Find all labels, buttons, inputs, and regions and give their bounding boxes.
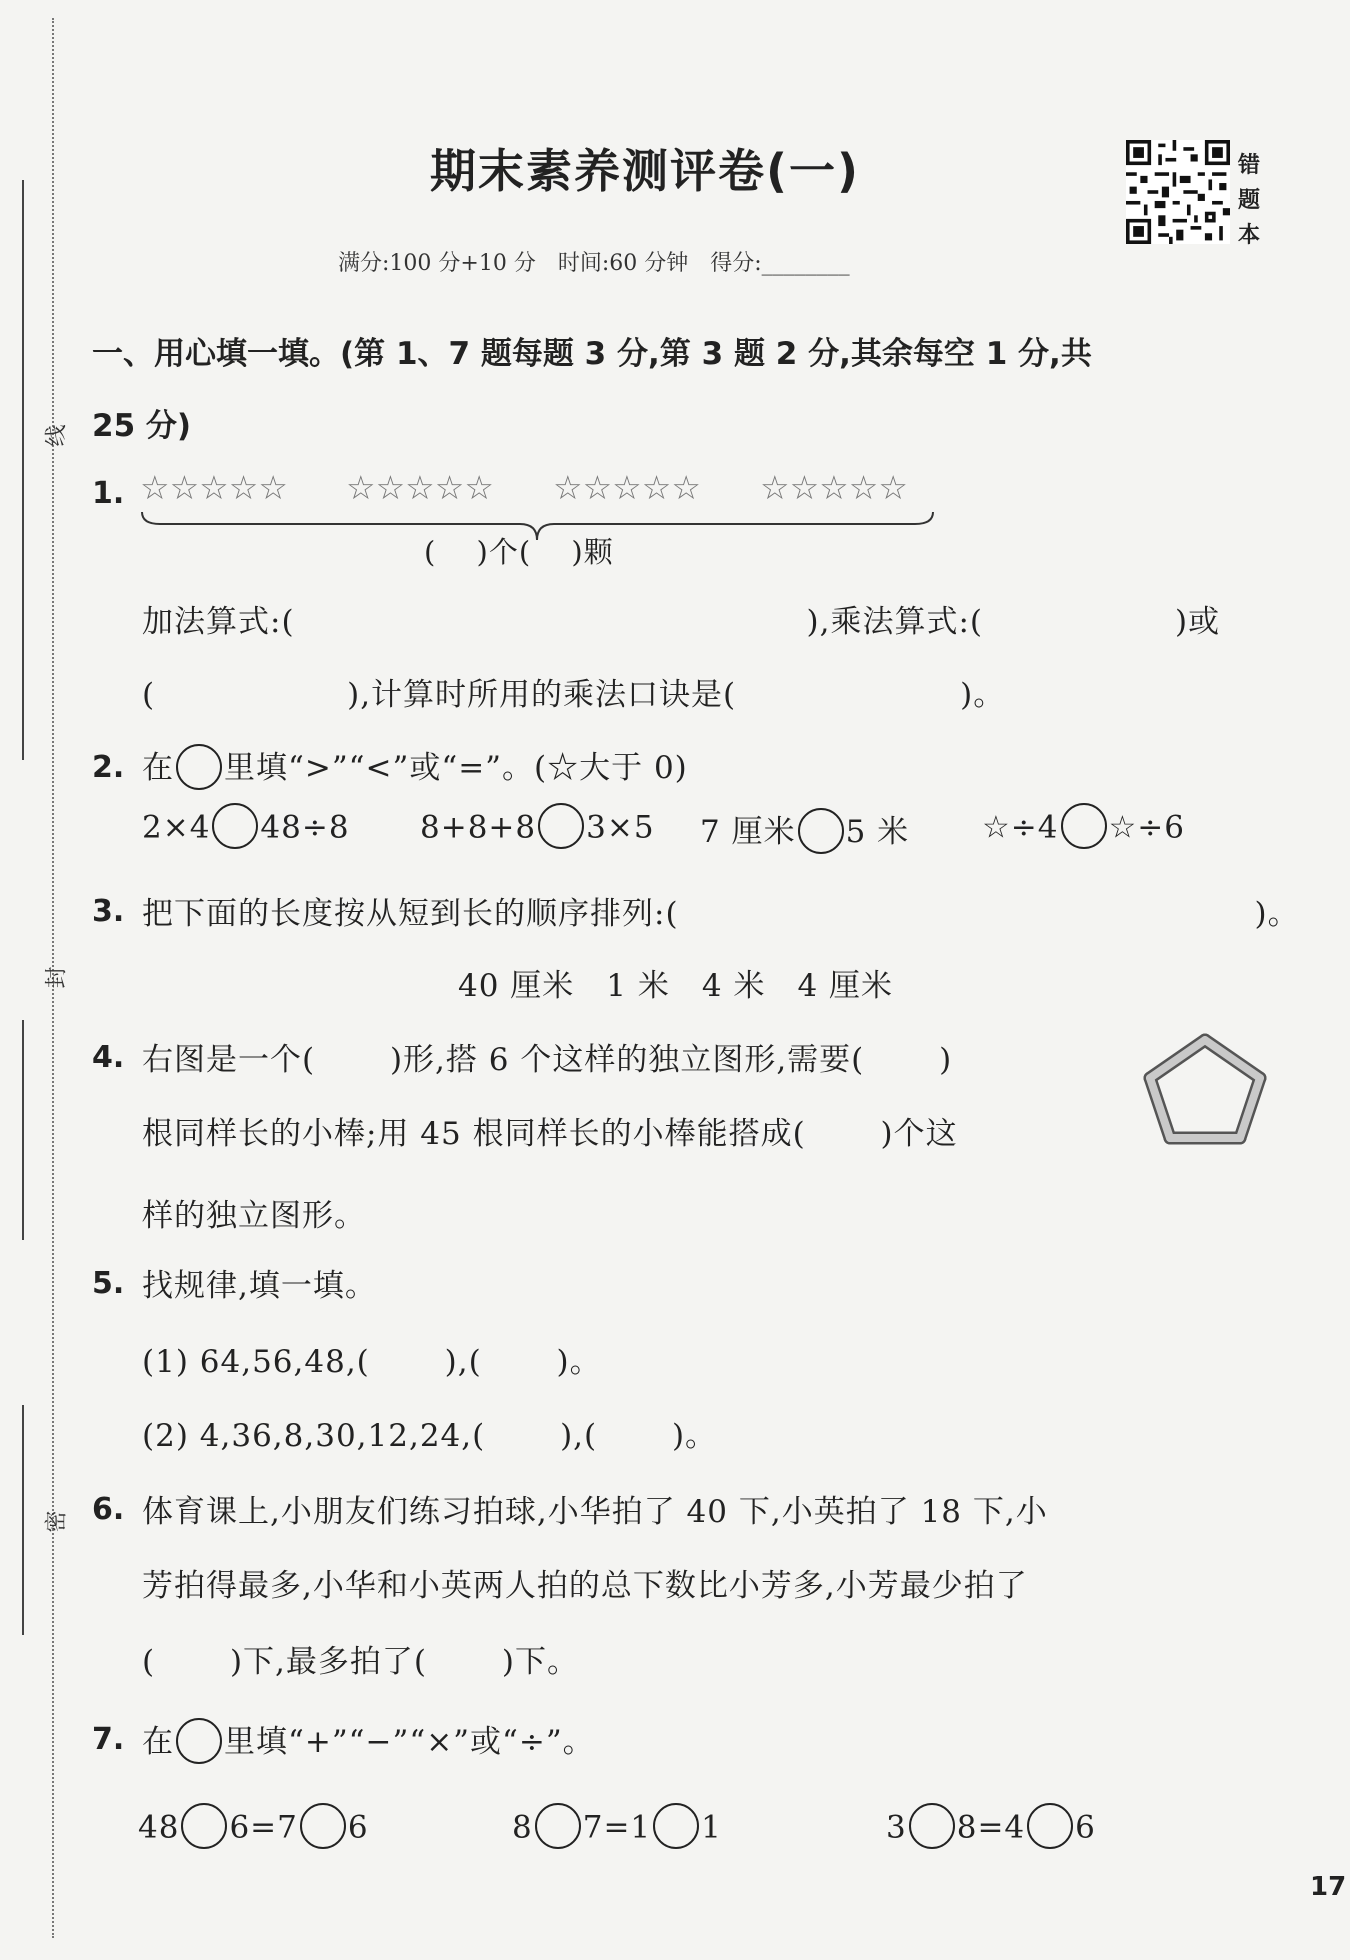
qr-label-char: 错 xyxy=(1238,153,1261,178)
q2-item xyxy=(420,806,655,852)
qr-label-char: 题 xyxy=(1238,188,1261,213)
compare-circle[interactable] xyxy=(1061,803,1107,849)
q3-text: 把下面的长度按从短到长的顺序排列:( )。 xyxy=(142,896,1300,932)
q7-item-a: 48 xyxy=(138,1809,180,1846)
q6-line1: 体育课上,小朋友们练习拍球,小华拍了 40 下,小英拍了 18 下,小 xyxy=(142,1494,1048,1530)
q3-items: 40 厘米 1 米 4 米 4 厘米 xyxy=(458,968,894,1004)
operator-circle[interactable] xyxy=(1027,1803,1073,1849)
operator-circle[interactable] xyxy=(181,1803,227,1849)
qr-label-char: 本 xyxy=(1238,223,1261,248)
question-number: 5. xyxy=(92,1266,125,1301)
q7-item-b: 6=7 xyxy=(229,1809,298,1846)
q2-item-right: 5 米 xyxy=(845,814,910,850)
circle-blank[interactable] xyxy=(176,1718,222,1764)
q2-item xyxy=(142,806,350,852)
q7-item xyxy=(512,1806,722,1852)
operator-circle[interactable] xyxy=(909,1803,955,1849)
q6-line2: 芳拍得最多,小华和小英两人拍的总下数比小芳多,小芳最少拍了 xyxy=(142,1568,1028,1604)
margin-char-mi: 密 xyxy=(44,1510,70,1533)
q4-line2: 根同样长的小棒;用 45 根同样长的小棒能搭成( )个这 xyxy=(142,1116,958,1152)
q5-sub2: (2) 4,36,8,30,12,24,( ),( )。 xyxy=(142,1418,718,1454)
q2-item xyxy=(700,806,909,857)
q5-text: 找规律,填一填。 xyxy=(142,1268,377,1304)
binding-solid-line-top xyxy=(22,180,24,760)
q2-item xyxy=(982,806,1185,852)
qr-label xyxy=(1238,148,1264,253)
q1-line2: ( ),计算时所用的乘法口诀是( )。 xyxy=(142,677,1006,713)
q7-item-a: 3 xyxy=(886,1809,907,1846)
q1-line1: 加法算式:( ),乘法算式:( )或 xyxy=(142,604,1221,640)
q7-item-a: 8 xyxy=(512,1809,533,1846)
page-number: 17 xyxy=(1310,1872,1347,1902)
operator-circle[interactable] xyxy=(300,1803,346,1849)
star-group: ☆☆☆☆☆ xyxy=(553,468,701,507)
q7-instruction xyxy=(142,1716,595,1767)
question-number: 7. xyxy=(92,1722,125,1757)
compare-circle[interactable] xyxy=(798,808,844,854)
q7-item-c: 6 xyxy=(1075,1809,1096,1846)
question-number: 1. xyxy=(92,476,125,511)
q6-line3: ( )下,最多拍了( )下。 xyxy=(142,1644,579,1680)
compare-circle[interactable] xyxy=(538,803,584,849)
operator-circle[interactable] xyxy=(535,1803,581,1849)
operator-circle[interactable] xyxy=(653,1803,699,1849)
q2-item-left: ☆÷4 xyxy=(982,809,1059,846)
q4-line1: 右图是一个( )形,搭 6 个这样的独立图形,需要( ) xyxy=(142,1042,953,1078)
q2-instruction xyxy=(142,742,688,793)
q2-item-left: 8+8+8 xyxy=(420,809,537,846)
compare-circle[interactable] xyxy=(212,803,258,849)
question-number: 4. xyxy=(92,1040,125,1075)
question-number: 6. xyxy=(92,1492,125,1527)
pentagon-sticks-icon xyxy=(1140,1028,1270,1148)
page-title: 期末素养测评卷(一) xyxy=(430,144,861,198)
q7-item-b: 8=4 xyxy=(956,1809,1026,1846)
question-number: 3. xyxy=(92,894,125,929)
q2-item-right: 3×5 xyxy=(586,809,655,846)
q7-item xyxy=(138,1806,369,1852)
q7-item-c: 6 xyxy=(347,1809,369,1846)
section-heading-line1: 一、用心填一填。(第 1、7 题每题 3 分,第 3 题 2 分,其余每空 1 分,共 xyxy=(92,336,1092,372)
q2-item-right: 48÷8 xyxy=(260,809,350,846)
margin-char-xian: 线 xyxy=(44,424,70,447)
q7-item-c: 1 xyxy=(701,1809,722,1846)
star-group: ☆☆☆☆☆ xyxy=(760,468,908,507)
star-group: ☆☆☆☆☆ xyxy=(140,468,288,507)
margin-char-feng: 封 xyxy=(44,966,70,989)
q4-line3: 样的独立图形。 xyxy=(142,1198,366,1234)
qr-code-icon[interactable] xyxy=(1126,140,1230,244)
question-number: 2. xyxy=(92,750,125,785)
q7-intro-b: 里填“+”“−”“×”或“÷”。 xyxy=(224,1724,595,1760)
q2-item-left: 2×4 xyxy=(142,809,211,846)
section-heading-line2: 25 分) xyxy=(92,408,192,444)
star-group: ☆☆☆☆☆ xyxy=(346,468,494,507)
q2-intro-a: 在 xyxy=(142,750,174,786)
q7-item xyxy=(886,1806,1096,1852)
q2-item-right: ☆÷6 xyxy=(1108,809,1185,846)
brace-label: ( )个( )颗 xyxy=(424,535,614,569)
q2-intro-b: 里填“>”“<”或“=”。(☆大于 0) xyxy=(224,750,688,786)
binding-solid-line-bottom xyxy=(22,1405,24,1635)
circle-blank[interactable] xyxy=(176,744,222,790)
q7-item-b: 7=1 xyxy=(582,1809,652,1846)
binding-solid-line-mid xyxy=(22,1020,24,1240)
q2-item-left: 7 厘米 xyxy=(700,814,796,850)
q5-sub1: (1) 64,56,48,( ),( )。 xyxy=(142,1344,602,1380)
q7-intro-a: 在 xyxy=(142,1724,174,1760)
exam-meta: 满分:100 分+10 分 时间:60 分钟 得分:________ xyxy=(338,251,850,276)
